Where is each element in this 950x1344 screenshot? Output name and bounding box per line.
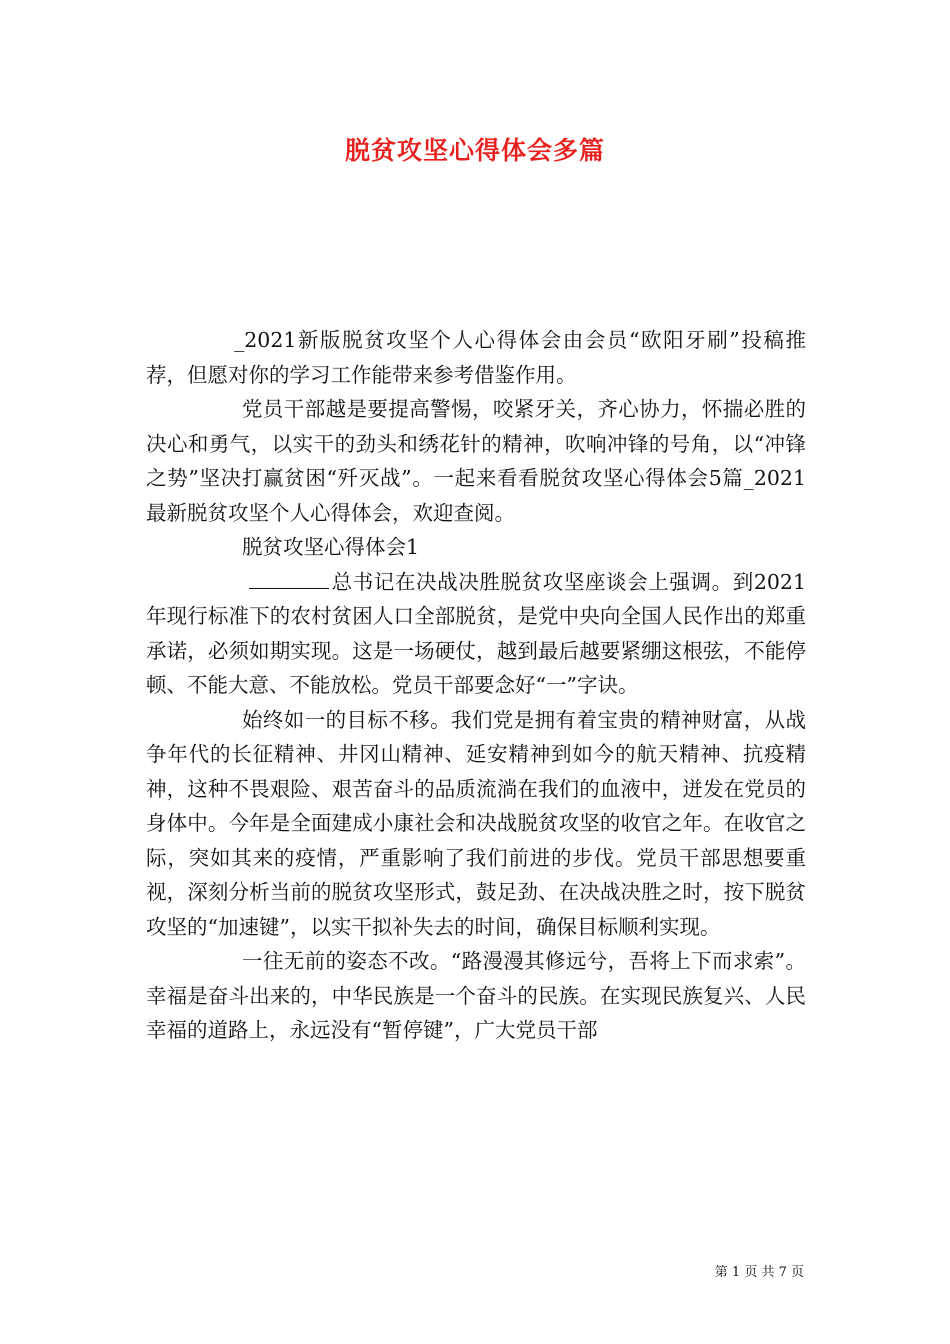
document-body — [146, 323, 806, 1048]
paragraph-section-1 — [146, 565, 806, 703]
paragraph-intro: _2021新版脱贫攻坚个人心得体会由会员“欧阳牙刷”投稿推荐，但愿对你的学习工作能带来参考借鉴作用。 — [146, 328, 806, 387]
paragraph-section-1-text: 总书记在决战决胜脱贫攻坚座谈会上强调。到2021年现行标准下的农村贫困人口全部脱贫，是党中央向全国人民作出的郑重承诺，必须如期实现。这是一场硬仗，越到最后越要紧绷这根弦，不能停顿、不能大意、不能放松。党员干部要念好“一”字诀。 — [146, 569, 806, 697]
paragraph-goal: 始终如一的目标不移。我们党是拥有着宝贵的精神财富，从战争年代的长征精神、井冈山精神、延安精神到如今的航天精神、抗疫精神，这种不畏艰险、艰苦奋斗的品质流淌在我们的血液中，迸发在党员的身体中。今年是全面建成小康社会和决战脱贫攻坚的收官之年。在收官之际，突如其来的疫情，严重影响了我们前进的步伐。党员干部思想要重视，深刻分析当前的脱贫攻坚形式，鼓足劲、在决战决胜之时，按下脱贫攻坚的“加速键”，以实干拟补失去的时间，确保目标顺利实现。 — [146, 707, 806, 939]
paragraph-attitude: 一往无前的姿态不改。“路漫漫其修远兮，吾将上下而求索”。幸福是奋斗出来的，中华民族是一个奋斗的民族。在实现民族复兴、人民幸福的道路上，永远没有“暂停键”，广大党员干部 — [146, 949, 806, 1042]
fill-in-blank — [249, 568, 329, 589]
paragraph-summary: 党员干部越是要提高警惕，咬紧牙关，齐心协力，怀揣必胜的决心和勇气，以实干的劲头和绣花针的精神，吹响冲锋的号角，以“冲锋之势”坚决打赢贫困“歼灭战”。一起来看看脱贫攻坚心得体会5篇_2021最新脱贫攻坚个人心得体会，欢迎查阅。 — [146, 397, 806, 525]
document-title: 脱贫攻坚心得体会多篇 — [344, 136, 605, 165]
page-number: 第 1 页 共 7 页 — [714, 1265, 804, 1280]
section-heading: 脱贫攻坚心得体会1 — [242, 535, 420, 559]
